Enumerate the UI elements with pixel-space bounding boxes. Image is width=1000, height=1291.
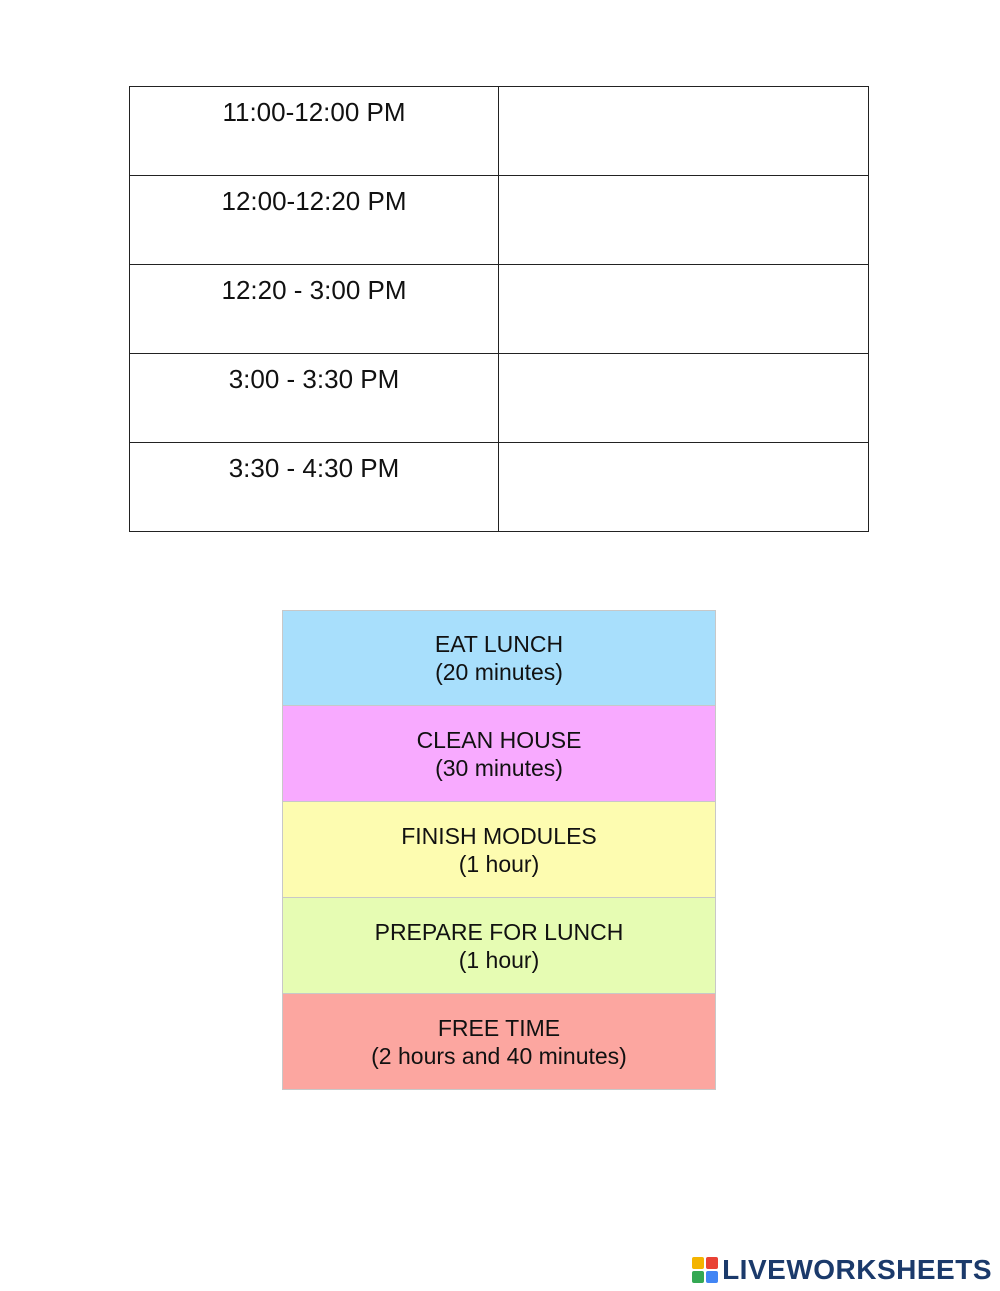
time-slot-cell: 12:20 - 3:00 PM bbox=[130, 265, 499, 354]
activity-duration: (2 hours and 40 minutes) bbox=[371, 1042, 627, 1069]
answer-drop-cell[interactable] bbox=[499, 354, 869, 443]
activity-title: EAT LUNCH bbox=[434, 631, 564, 657]
time-slot-cell: 12:00-12:20 PM bbox=[130, 176, 499, 265]
table-row bbox=[130, 265, 869, 354]
activity-duration: (20 minutes) bbox=[435, 659, 563, 685]
table-row bbox=[130, 354, 869, 443]
answer-drop-cell[interactable] bbox=[499, 176, 869, 265]
time-slot-cell: 3:00 - 3:30 PM bbox=[130, 354, 499, 443]
answer-drop-cell[interactable] bbox=[499, 87, 869, 176]
logo-wordmark: LIVEWORKSHEETS bbox=[722, 1254, 992, 1285]
activity-title: FREE TIME bbox=[437, 1014, 561, 1041]
answer-drop-cell[interactable] bbox=[499, 265, 869, 354]
activity-card-stack bbox=[282, 610, 716, 1090]
table-row bbox=[130, 443, 869, 532]
table-row bbox=[130, 87, 869, 176]
liveworksheets-logo-icon bbox=[692, 1257, 718, 1283]
activity-card-clean-house[interactable] bbox=[282, 706, 716, 802]
activity-title: FINISH MODULES bbox=[401, 822, 597, 849]
activity-card-free-time[interactable] bbox=[282, 994, 716, 1090]
activity-card-eat-lunch[interactable] bbox=[282, 610, 716, 706]
activity-card-prepare-for-lunch[interactable] bbox=[282, 898, 716, 994]
schedule-table bbox=[129, 86, 869, 532]
activity-duration: (30 minutes) bbox=[435, 754, 563, 781]
table-row bbox=[130, 176, 869, 265]
time-slot-cell: 3:30 - 4:30 PM bbox=[130, 443, 499, 532]
answer-drop-cell[interactable] bbox=[499, 443, 869, 532]
activity-title: PREPARE FOR LUNCH bbox=[374, 918, 624, 945]
activity-card-finish-modules[interactable] bbox=[282, 802, 716, 898]
activity-duration: (1 hour) bbox=[458, 850, 540, 877]
activity-title: CLEAN HOUSE bbox=[416, 726, 582, 753]
activity-duration: (1 hour) bbox=[458, 946, 540, 973]
time-slot-cell: 11:00-12:00 PM bbox=[130, 87, 499, 176]
liveworksheets-logo bbox=[692, 1254, 992, 1286]
